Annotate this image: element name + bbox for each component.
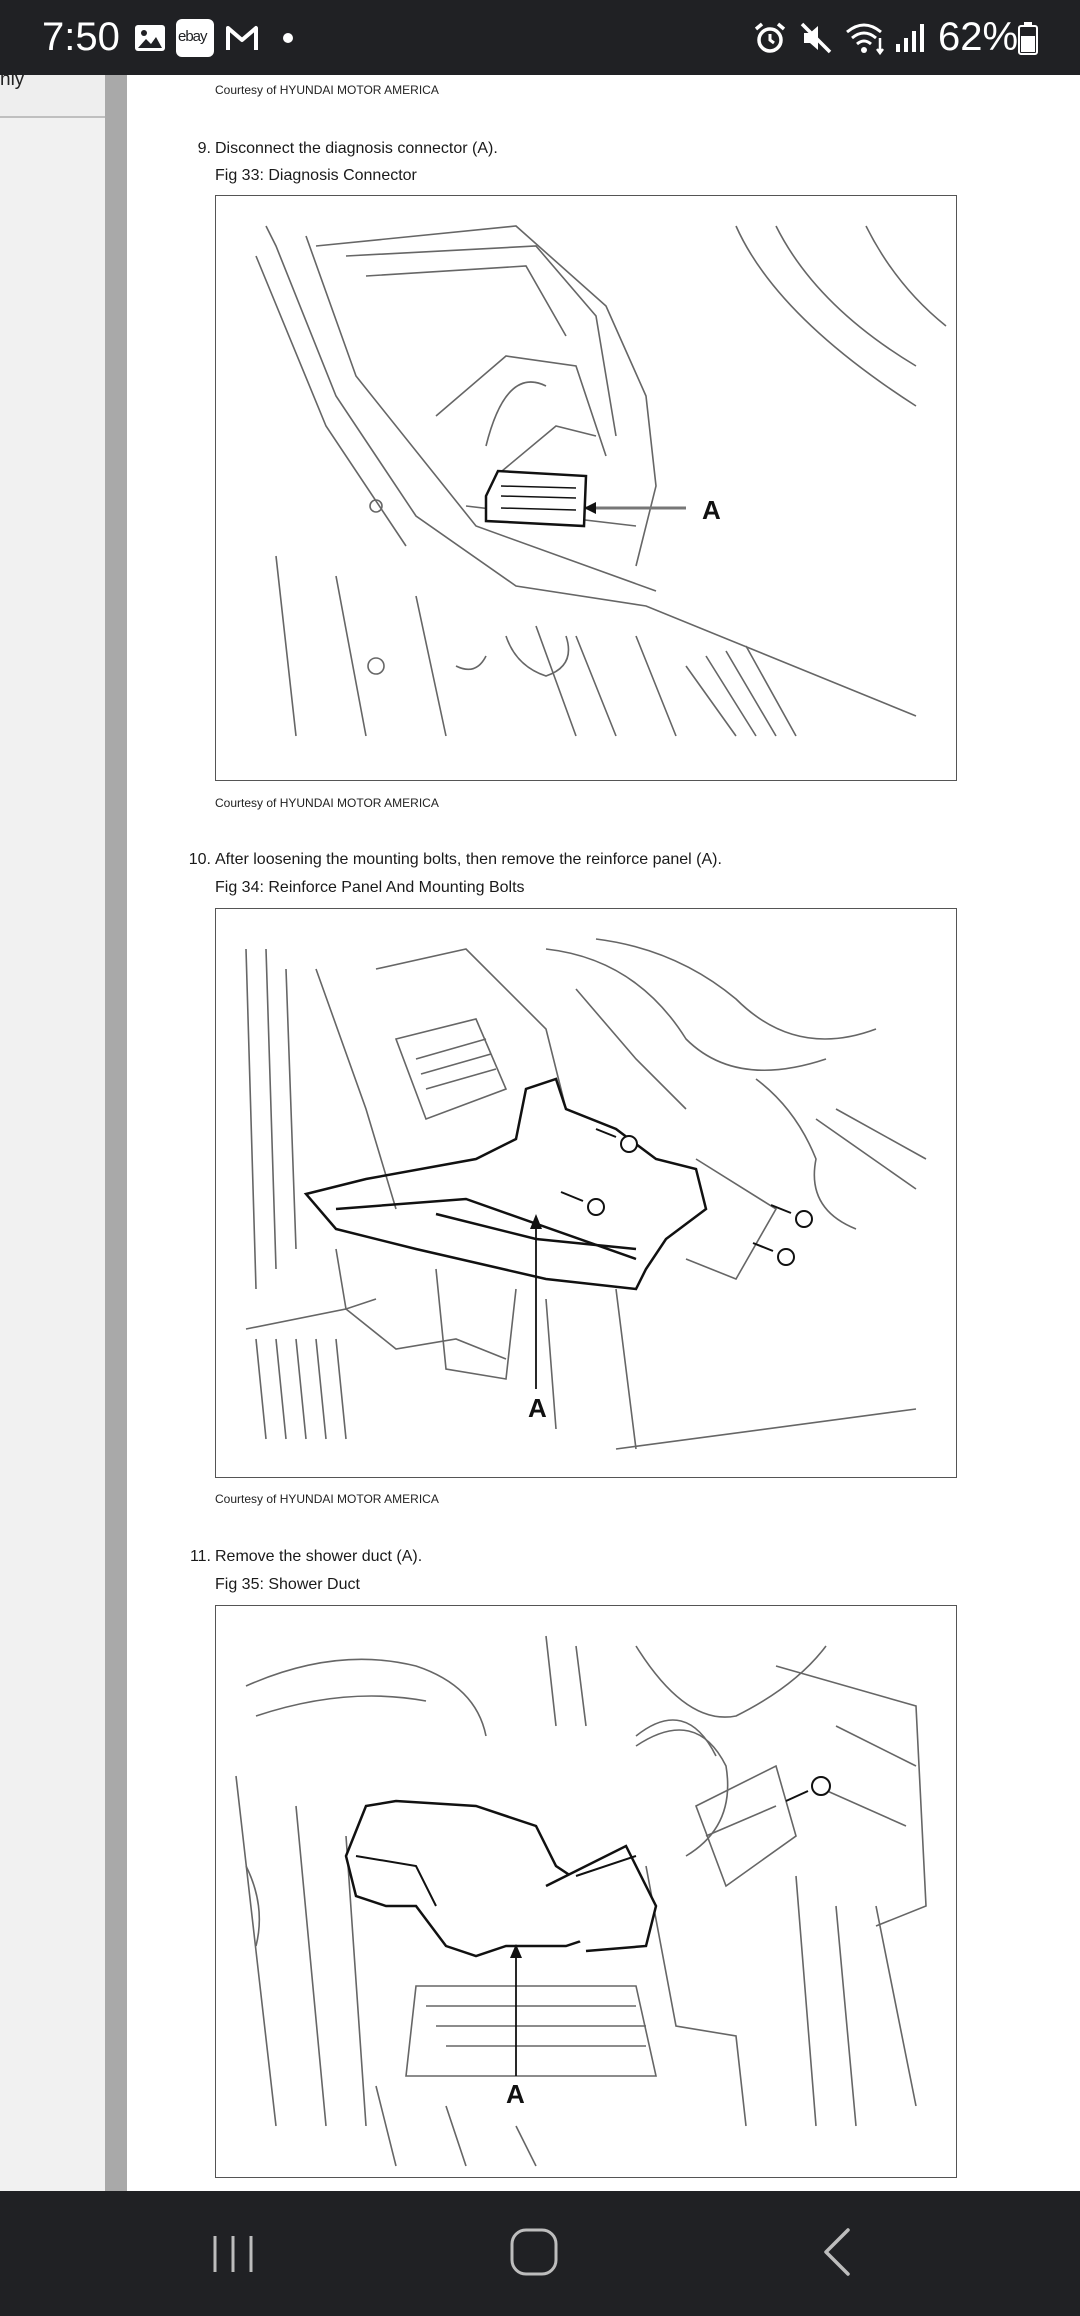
figure-title: Fig 33: Diagnosis Connector (215, 167, 417, 184)
panel-divider[interactable] (105, 75, 127, 2191)
step-item (185, 1548, 422, 1566)
step-number: 10. (188, 851, 211, 868)
ebay-label: ebay (178, 28, 207, 45)
ebay-icon (176, 19, 214, 57)
step-text: After loosening the mounting bolts, then remove the reinforce panel (A). (215, 851, 722, 868)
status-bar (0, 0, 1080, 75)
step-number: 11. (189, 1548, 211, 1565)
reinforce-panel-illustration (216, 909, 956, 1477)
figure-title: Fig 35: Shower Duct (215, 1576, 360, 1593)
signal-icon (894, 20, 928, 56)
left-panel-text: nly (0, 69, 25, 90)
shower-duct-illustration (216, 1606, 956, 2177)
figure-shower-duct (215, 1605, 957, 2178)
figure-diagnosis-connector (215, 195, 957, 781)
figure-callout-label: A (702, 495, 721, 525)
figure-reinforce-panel (215, 908, 957, 1478)
home-icon[interactable] (494, 2216, 574, 2288)
courtesy-caption: Courtesy of HYUNDAI MOTOR AMERICA (215, 796, 439, 810)
gallery-icon (132, 20, 168, 56)
step-text: Disconnect the diagnosis connector (A). (215, 140, 498, 157)
navigation-bar (0, 2191, 1080, 2316)
mute-icon (798, 20, 834, 56)
step-number: 9. (197, 140, 211, 157)
gmail-icon (224, 20, 260, 56)
step-text: Remove the shower duct (A). (215, 1548, 423, 1565)
figure-callout-label: A (506, 2079, 525, 2109)
courtesy-caption: Courtesy of HYUNDAI MOTOR AMERICA (215, 83, 439, 97)
step-item (185, 851, 722, 869)
wifi-icon (844, 20, 888, 56)
recent-apps-icon[interactable] (193, 2216, 273, 2288)
step-item (185, 140, 498, 158)
battery-icon (1016, 20, 1040, 56)
left-panel (0, 69, 105, 2191)
clock: 7:50 (42, 15, 120, 59)
battery-percent: 62% (938, 15, 1019, 59)
figure-title: Fig 34: Reinforce Panel And Mounting Bolts (215, 879, 525, 896)
courtesy-caption: Courtesy of HYUNDAI MOTOR AMERICA (215, 1492, 439, 1506)
back-icon[interactable] (796, 2216, 876, 2288)
diagnosis-connector-illustration (216, 196, 956, 780)
left-panel-header[interactable] (0, 69, 105, 118)
figure-callout-label: A (528, 1393, 547, 1423)
alarm-icon (752, 20, 788, 56)
document-page (127, 75, 1080, 2191)
dot-icon (278, 20, 314, 56)
